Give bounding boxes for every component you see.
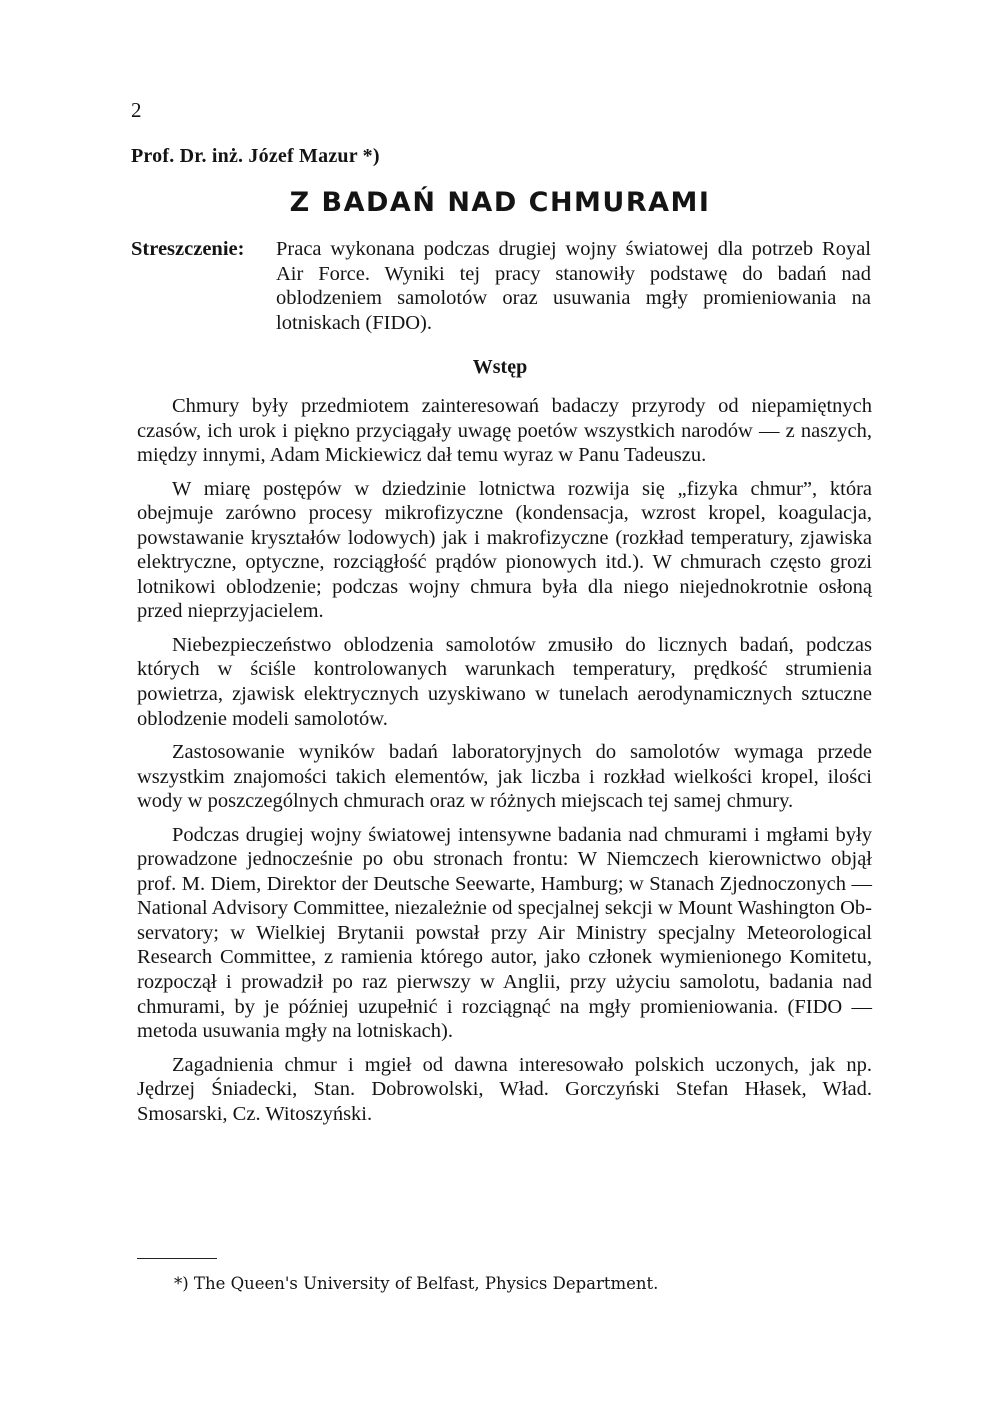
section-heading: Wstęp [472,356,528,378]
author-line: Prof. Dr. inż. Józef Mazur *) [131,145,380,167]
abstract-text: Praca wykonana podczas drugiej wojny światowej dla potrzeb Royal Air Force. Wyniki tej pracy stanowiły podstawę do badań nad oblodzeniem samolotów oraz usuwania mgły promieniowania na lotniskach (FIDO). [276,238,871,334]
abstract-label: Streszczenie: [131,238,245,260]
page-number: 2 [131,98,142,122]
paragraph: Zastosowanie wyników badań laboratoryjnych do samolotów wymaga przede wszystkim znajomości takich elementów, jak liczba i rozkład wielkości kropel, ilości wody w poszczególnych chmurach oraz w różnych miejscach tej samej chmury. [137,741,872,813]
body-text [137,394,872,1126]
paragraph: W miarę postępów w dziedzinie lotnictwa rozwija się „fizyka chmur”, która obejmuje zarówno procesy mikrofizyczne (kondensacja, wzrost kropel, koagulacja, powstawanie kryształów lodowych) jak i makrofizyczne (rozkład temperatury, zjawiska elektryczne, optyczne, rozciągłość prądów pionowych itd.). W chmurach często grozi lotnikowi oblodzenie; podczas wojny chmura była dla niego niejednokrotnie osłoną przed nieprzyjacielem. [137,477,872,623]
footnote: *) The Queen's University of Belfast, Physics Department. [174,1274,659,1293]
paragraph: Chmury były przedmiotem zainteresowań badaczy przyrody od niepamiętnych czasów, ich urok i piękno przyciągały uwagę poetów wszystkich narodów — z naszych, między innymi, Adam Mickiewicz dał temu wyraz w Panu Tadeuszu. [137,395,872,467]
paragraph: Niebezpieczeństwo oblodzenia samolotów zmusiło do licznych badań, podczas których w ściśle kontrolowanych warunkach temperatury, prędkość strumienia powietrza, zjawisk elektrycznych uzyskiwano w tunelach aerodynamicznych sztuczne oblodzenie modeli samolotów. [137,633,872,730]
footnote-divider [137,1258,217,1259]
paragraph: Podczas drugiej wojny światowej intensywne badania nad chmurami i mgłami były prowadzone jednocześnie po obu stronach frontu: W Niemczech kierownictwo objął prof. M. Diem, Direktor der Deutsche Seewarte, Hamburg; w Stanach Zjednoczonych — National Advisory Committee, niezależnie od specjalnej sekcji w Mount Washington Observatory; w Wielkiej Brytanii powstał przy Air Ministry specjalny Meteorological Research Committee, z ramienia którego autor, jako członek wymienionego Komitetu, rozpoczął i prowadził po raz pierwszy w Anglii, przy użyciu samolotu, badania nad chmurami, by je później uzupełnić i rozciągnąć na mgły promieniowania. (FIDO — metoda usuwania mgły na lotniskach). [137,823,872,1043]
article-title: Z BADAŃ NAD CHMURAMI [289,187,711,218]
abstract [131,237,871,335]
paragraph: Zagadnienia chmur i mgieł od dawna interesowało polskich uczonych, jak np. Jędrzej Śniadecki, Stan. Dobrowolski, Wład. Gorczyński Stefan Hłasek, Wład. Smosarski, Cz. Witoszyński. [137,1053,872,1125]
